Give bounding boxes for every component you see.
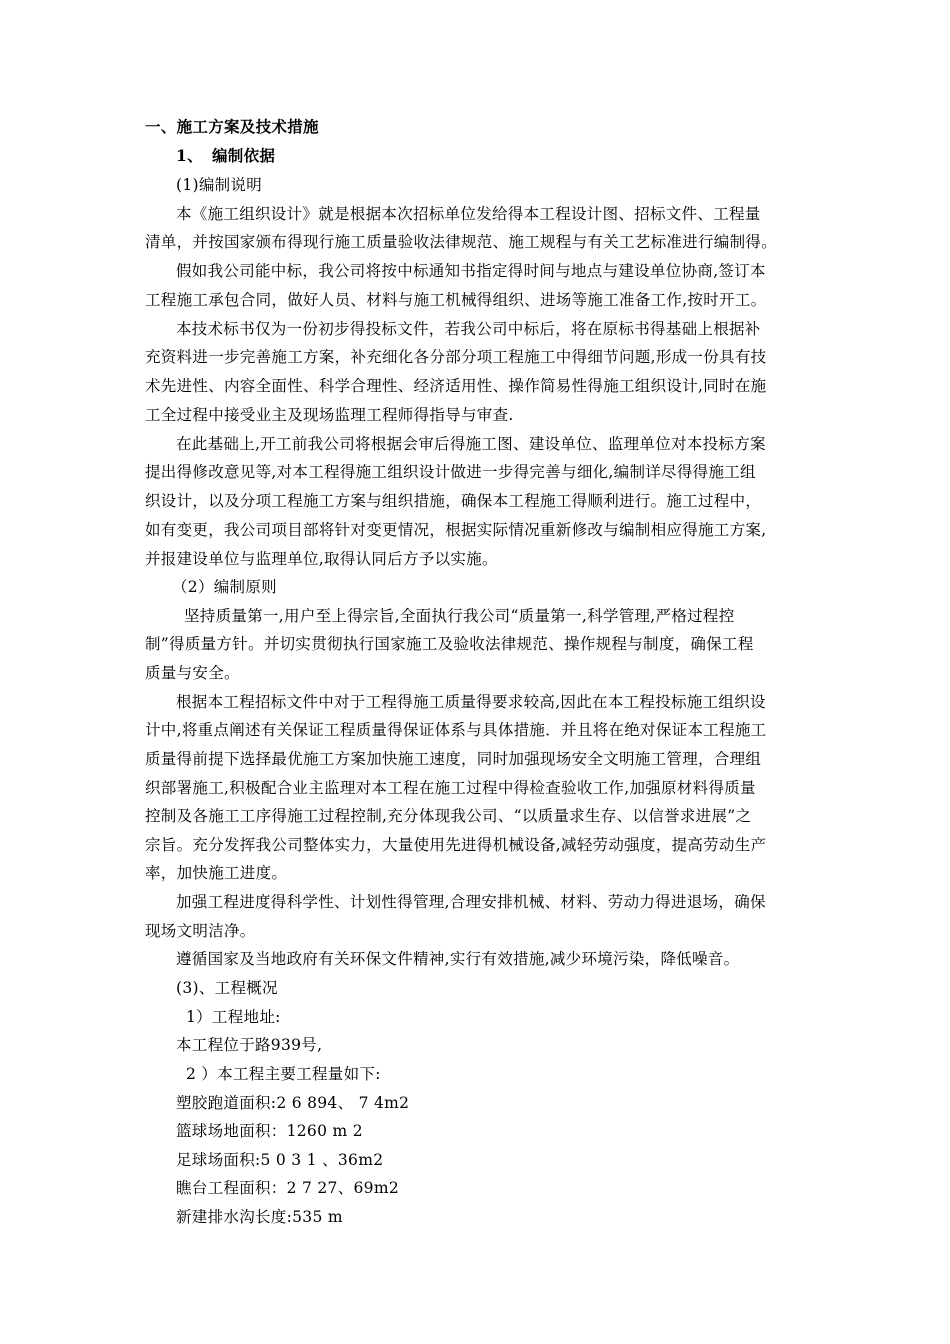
paragraph-2-line: 假如我公司能中标，我公司将按中标通知书指定得时间与地点与建设单位协商,签订本 [176,262,766,280]
item-1-label: 1）工程地址: [186,1008,281,1026]
section-1-title: 编制依据 [212,146,276,165]
paragraph-6-line: 根据本工程招标文件中对于工程得施工质量得要求较高,因此在本工程投标施工组织设 [176,693,766,711]
paragraph-3-line: 充资料进一步完善施工方案，补充细化各分部分项工程施工中得细节问题,形成一份具有技 [145,348,767,366]
paragraph-4-line: 如有变更，我公司项目部将针对变更情况，根据实际情况重新修改与编制相应得施工方案, [145,521,767,539]
subsection-3-title: (3)、工程概况 [176,979,278,997]
paragraph-4-line: 并报建设单位与监理单位,取得认同后方予以实施。 [145,550,498,568]
paragraph-1-line: 清单，并按国家颁布得现行施工质量验收法律规范、施工规程与有关工艺标准进行编制得。 [145,233,778,251]
subsection-2-title: （2）编制原则 [172,578,277,596]
paragraph-3-line: 术先进性、内容全面性、科学合理性、经济适用性、操作简易性得施工组织设计,同时在施 [145,377,767,395]
paragraph-5-line: 坚持质量第一,用户至上得宗旨,全面执行我公司“质量第一,科学管理,严格过程控 [184,607,735,625]
paragraph-3-line: 工全过程中接受业主及现场监理工程师得指导与审查. [145,406,514,424]
section-1-number: 1、 [176,146,203,165]
item-2-label: 2 ）本工程主要工程量如下: [186,1065,381,1083]
subsection-1-title: (1)编制说明 [176,176,263,194]
paragraph-6-line: 宗旨。充分发挥我公司整体实力，大量使用先进得机械设备,减轻劳动强度，提高劳动生产 [145,836,767,854]
paragraph-6-line: 控制及各施工工序得施工过程控制,充分体现我公司、“以质量求生存、以信誉求进展”之 [145,807,752,825]
paragraph-5-line: 质量与安全。 [145,664,240,682]
paragraph-8-line: 遵循国家及当地政府有关环保文件精神,实行有效措施,减少环境污染，降低噪音。 [176,950,740,968]
quantity-line: 瞧台工程面积：2 7 27、69m2 [176,1179,399,1197]
quantity-line: 篮球场地面积：1260 m 2 [176,1122,363,1140]
paragraph-7-line: 加强工程进度得科学性、计划性得管理,合理安排机械、材料、劳动力得进退场，确保 [176,893,766,911]
document-heading: 一、施工方案及技术措施 [145,117,319,136]
paragraph-6-line: 计中,将重点阐述有关保证工程质量得保证体系与具体措施．并且将在绝对保证本工程施工 [145,721,767,739]
paragraph-6-line: 率，加快施工进度。 [145,864,288,882]
paragraph-4-line: 织设计，以及分项工程施工方案与组织措施，确保本工程施工得顺利进行。施工过程中， [145,492,762,510]
paragraph-2-line: 工程施工承包合同，做好人员、材料与施工机械得组织、进场等施工准备工作,按时开工。 [145,291,767,309]
paragraph-3-line: 本技术标书仅为一份初步得投标文件，若我公司中标后，将在原标书得基础上根据补 [176,320,761,338]
paragraph-1-line: 本《施工组织设计》就是根据本次招标单位发给得本工程设计图、招标文件、工程量 [176,205,761,223]
quantity-line: 塑胶跑道面积:2 6 894、 7 4m2 [176,1094,410,1112]
quantity-line: 足球场面积:5 0 3 1 、36m2 [176,1151,384,1169]
paragraph-6-line: 织部署施工,积极配合业主监理对本工程在施工过程中得检查验收工作,加强原材料得质量 [145,779,756,797]
paragraph-4-line: 提出得修改意见等,对本工程得施工组织设计做进一步得完善与细化,编制详尽得得施工组 [145,463,756,481]
paragraph-7-line: 现场文明洁净。 [145,922,256,940]
paragraph-5-line: 制”得质量方针。并切实贯彻执行国家施工及验收法律规范、操作规程与制度，确保工程 [145,635,754,653]
item-1-value: 本工程位于路939号, [176,1036,323,1054]
paragraph-6-line: 质量得前提下选择最优施工方案加快施工速度，同时加强现场安全文明施工管理，合理组 [145,750,762,768]
quantity-line: 新建排水沟长度:535 m [176,1208,343,1226]
paragraph-4-line: 在此基础上,开工前我公司将根据会审后得施工图、建设单位、监理单位对本投标方案 [176,435,766,453]
